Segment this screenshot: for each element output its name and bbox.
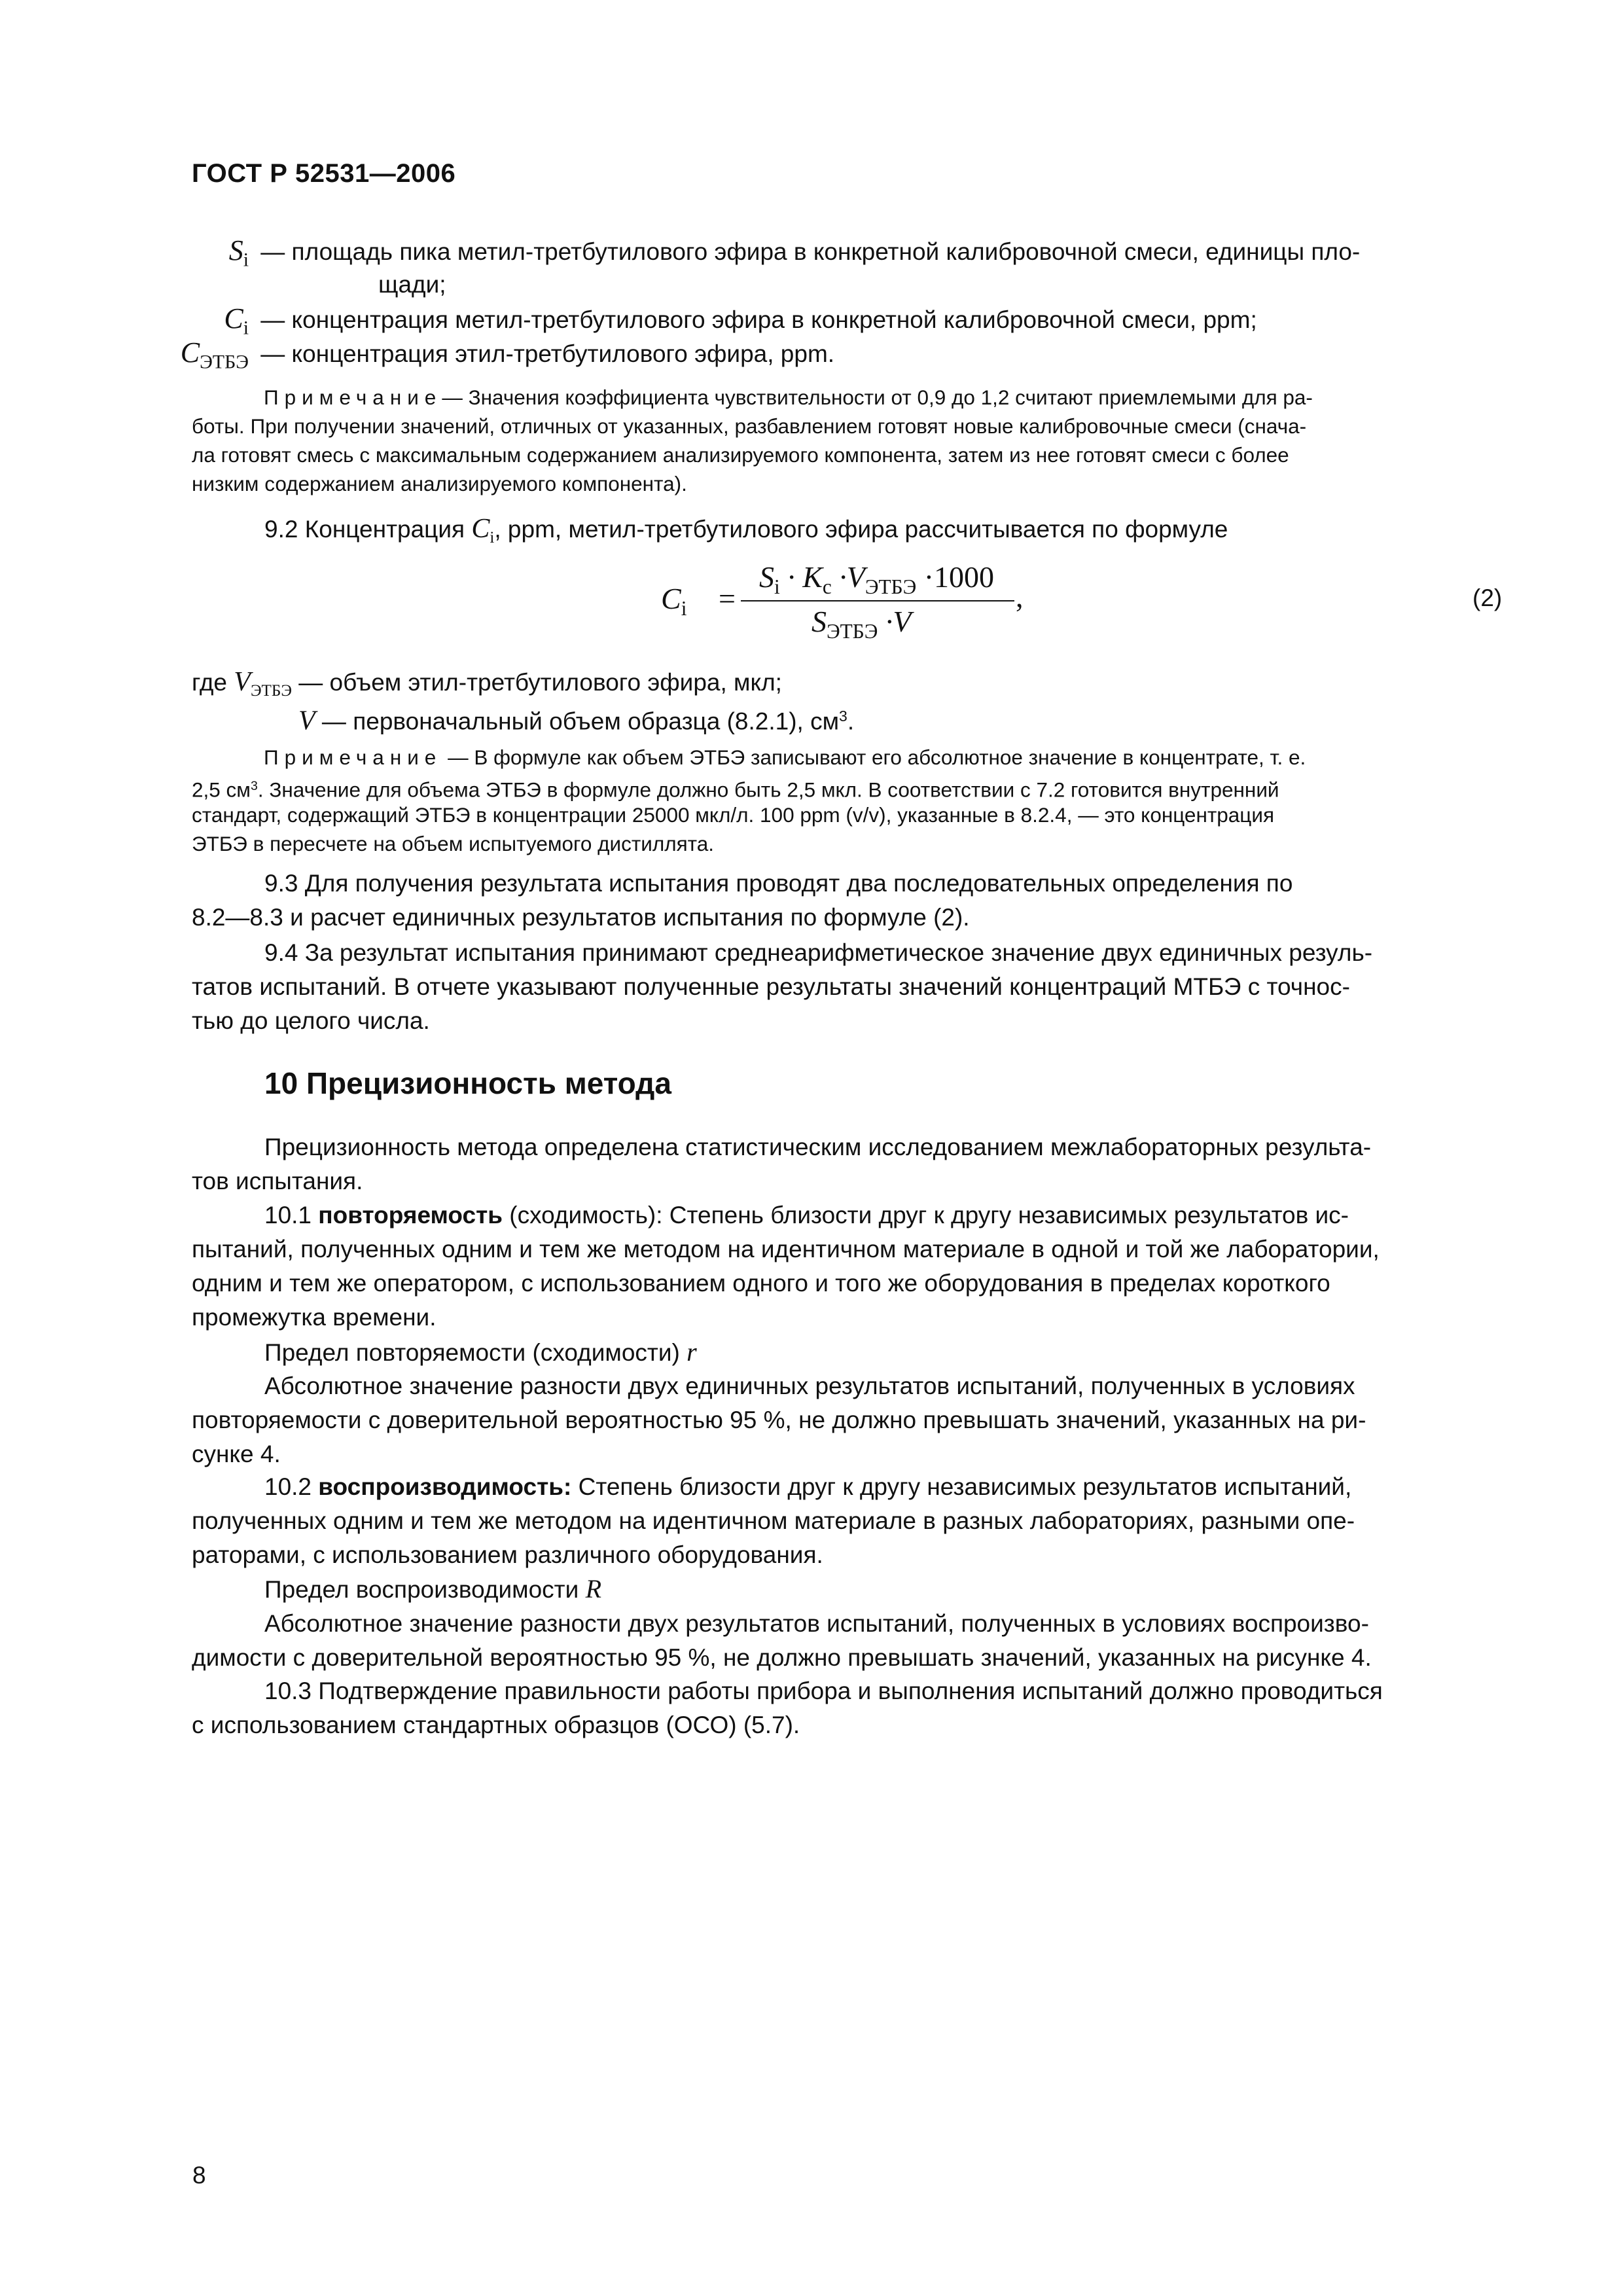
text-line: 9.4 За результат испытания принимают среднеарифметическое значение двух единичных резуль- [264,939,1373,966]
paragraph-9-4 [192,936,1510,1041]
paragraph-10-3 [192,1674,1510,1746]
note-2-line: ЭТБЭ в пересчете на объем испытуемого дистиллята. [192,832,715,855]
note-1-line: ла готовят смесь с максимальным содержанием анализируемого компонента, затем из нее готовят смеси с более [192,443,1289,467]
text-line: тов испытания. [192,1168,363,1194]
text-line: Прецизионность метода определена статистическим исследованием межлабораторных результа- [264,1134,1372,1160]
formula-number: (2) [1472,584,1503,611]
section-title: 10 Прецизионность метода [264,1066,671,1100]
paragraph-abs-r [192,1369,1510,1474]
paragraph-10-intro [192,1130,1510,1202]
formula-lhs: $C_i$ [661,582,687,620]
note-2-line: стандарт, содержащий ЭТБЭ в концентрации 25000 мкл/л. 100 ppm (v/v), указанные в 8.2.4, — это концентрация [192,803,1274,827]
paragraph-10-2 [192,1470,1510,1575]
page-number: 8 [192,2162,206,2189]
text-line: 10.3 Подтверждение правильности работы прибора и выполнения испытаний должно проводиться [264,1677,1383,1704]
symbol: $C_{ЭТБЭ}$ [180,336,249,373]
note-label: Примечание [264,745,442,769]
paragraph-9-3 [192,867,1510,939]
formula-denominator: $S_{ЭТБЭ} \cdot V$ [812,605,912,643]
definition-si-cont: щади; [378,271,446,298]
text-line: раторами, с использованием различного оборудования. [192,1541,823,1568]
text-line: 10.1 повторяемость (сходимость): Степень близости друг к другу независимых результатов ис- [264,1202,1349,1229]
definition-v: V — первоначальный объем образца (8.2.1), $см^3$. [298,706,855,736]
text-line: Абсолютное значение разности двух единичных результатов испытаний, полученных в условиях [264,1372,1355,1399]
note-2-line: Примечание — В формуле как объем ЭТБЭ записывают его абсолютное значение в концентрате, т. е. [264,745,1306,769]
symbol: $S_i$ [228,234,249,271]
text-line: димости с доверительной вероятностью 95 %, не должно превышать значений, указанных на рисунке 4. [192,1644,1372,1671]
definition-cetbe [151,336,1512,380]
text-line: сунке 4. [192,1441,281,1467]
paragraph-10-1 [192,1198,1510,1339]
symbol: $C_i$ [224,302,249,339]
text-line: 9.3 Для получения результата испытания проводят два последовательных определения по [264,870,1293,897]
definitions-list [151,234,1512,373]
note-1-line: боты. При получении значений, отличных от указанных, разбавлением готовят новые калибровочные смеси (снача- [192,414,1307,438]
fraction-bar [741,600,1014,601]
note-1 [192,383,1510,507]
formula-comma: , [1016,580,1024,613]
text-line: промежутка времени. [192,1304,437,1331]
paragraph-9-2: 9.2 Концентрация $C_i$, ppm, метил-третбутилового эфира рассчитывается по формуле [264,514,1228,547]
text-line: пытаний, полученных одним и тем же методом на идентичном материале в одной и той же лаборатории, [192,1236,1380,1263]
note-1-line: низким содержанием анализируемого компонента). [192,472,687,495]
paragraph-abs-R [192,1607,1510,1679]
text-line: полученных одним и тем же методом на идентичном материале в разных лабораториях, разными опе- [192,1507,1355,1534]
formula-equals: = [719,582,736,615]
document-header: ГОСТ Р 52531—2006 [192,159,456,188]
text-line: с использованием стандартных образцов (ОСО) (5.7). [192,1712,800,1738]
definition-text: — концентрация метил-третбутилового эфира в конкретной калибровочной смеси, ppm; [260,306,1257,333]
text-line: 8.2—8.3 и расчет единичных результатов испытания по формуле (2). [192,904,970,931]
definition-text: — концентрация этил-третбутилового эфира, ppm. [260,340,835,367]
text-line: Абсолютное значение разности двух результатов испытаний, полученных в условиях воспроизво- [264,1610,1369,1637]
text-line: повторяемости с доверительной вероятностью 95 %, не должно превышать значений, указанных на ри- [192,1407,1366,1433]
note-2-line: 2,5 $см^3$. Значение для объема ЭТБЭ в формуле должно быть 2,5 мкл. В соответствии с 7.2 готовится внутренний [192,778,1279,802]
formula-numerator: $S_i \cdot K_c \cdot V_{ЭТБЭ} \cdot 1000$ [759,560,995,598]
note-2 [192,743,1510,867]
text-line: тью до целого числа. [192,1007,430,1034]
limit-reproducibility: Предел воспроизводимости R [264,1574,601,1604]
text-line: одним и тем же оператором, с использованием одного и того же оборудования в пределах короткого [192,1270,1330,1297]
limit-repeatability: Предел повторяемости (сходимости) r [264,1337,697,1367]
note-label: Примечание [264,386,442,409]
where-definitions [192,665,1370,737]
text-line: татов испытаний. В отчете указывают полученные результаты значений концентраций МТБЭ с точнос- [192,973,1350,1000]
note-1-line: Примечание— Значения коэффициента чувствительности от 0,9 до 1,2 считают приемлемыми для ра- [264,386,1313,409]
text-line: 10.2 воспроизводимость: Степень близости друг к другу независимых результатов испытаний, [264,1473,1352,1500]
definition-text: — площадь пика метил-третбутилового эфира в конкретной калибровочной смеси, единицы пло- [260,238,1361,265]
definition-v-etbe: где $V_{ЭТБЭ}$ — объем этил-третбутилового эфира, мкл; [192,667,782,700]
formula-2 [661,560,1027,651]
